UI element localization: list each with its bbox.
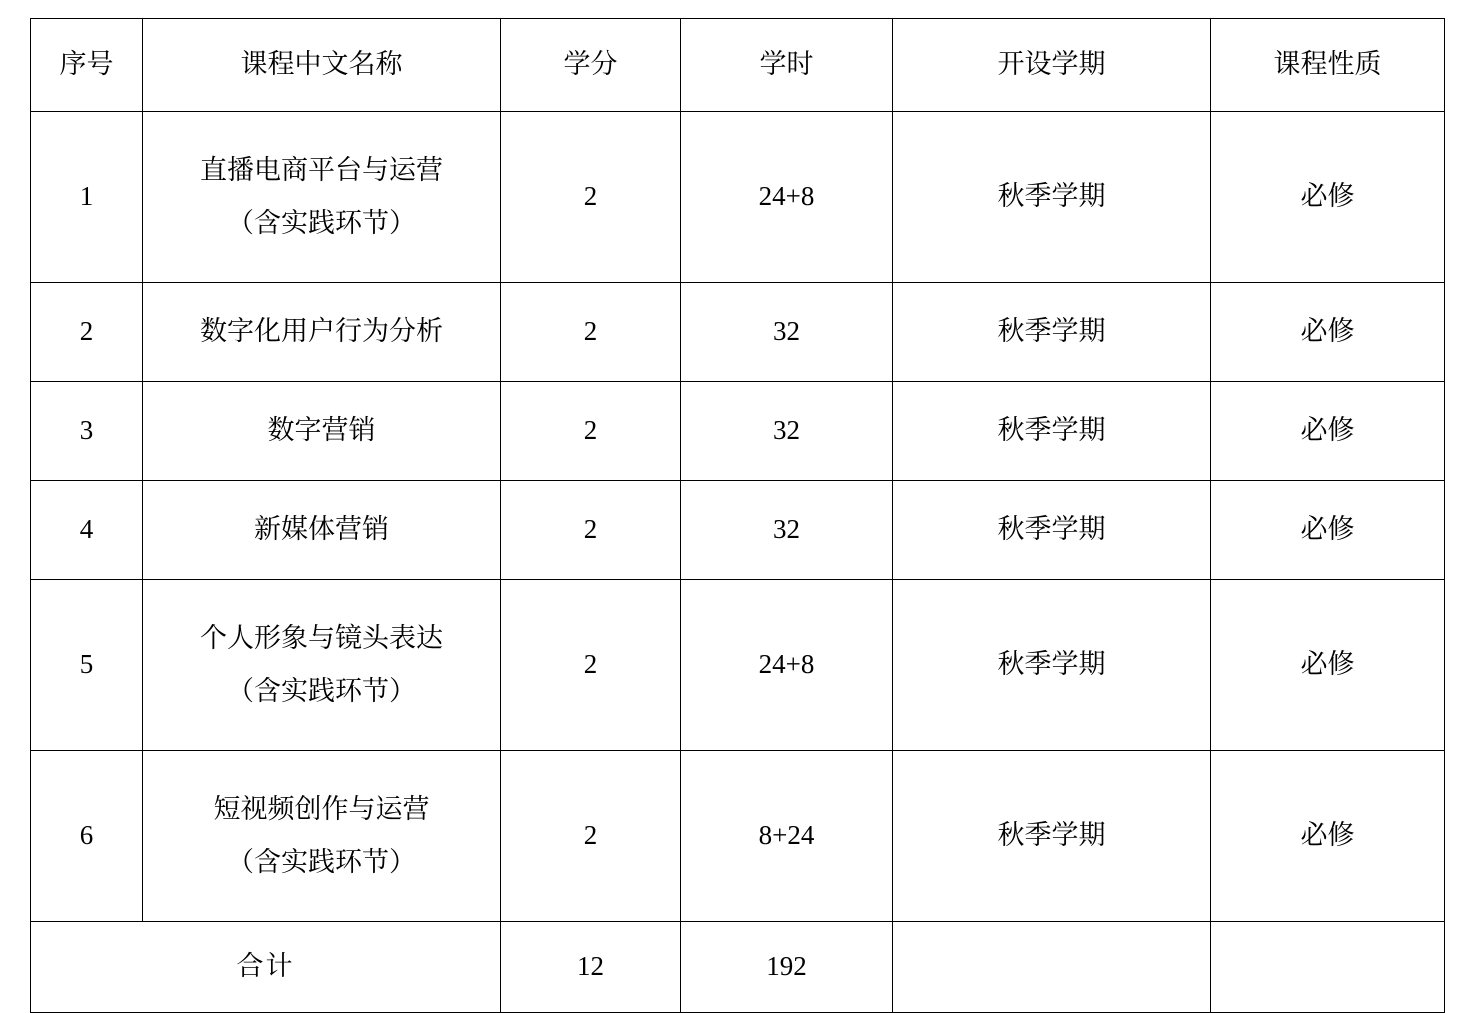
table-row	[31, 751, 1445, 922]
cell-index: 5	[31, 580, 143, 751]
cell-type: 必修	[1211, 283, 1445, 382]
table-row	[31, 112, 1445, 283]
cell-index: 3	[31, 382, 143, 481]
cell-index: 4	[31, 481, 143, 580]
course-name-line1: 数字营销	[267, 415, 376, 446]
total-hours: 192	[681, 922, 893, 1013]
cell-term: 秋季学期	[893, 481, 1211, 580]
cell-hours: 32	[681, 283, 893, 382]
column-header-index: 序号	[31, 19, 143, 112]
cell-credit: 2	[501, 382, 681, 481]
cell-course-name	[143, 382, 501, 481]
cell-hours: 8+24	[681, 751, 893, 922]
total-term-empty	[893, 922, 1211, 1013]
total-type-empty	[1211, 922, 1445, 1013]
course-name-line1: 短视频创作与运营	[213, 793, 430, 824]
cell-course-name	[143, 751, 501, 922]
cell-type: 必修	[1211, 112, 1445, 283]
column-header-hours: 学时	[681, 19, 893, 112]
cell-hours: 32	[681, 481, 893, 580]
course-name-line1: 个人形象与镜头表达	[200, 622, 443, 653]
table-header-row	[31, 19, 1445, 112]
column-header-term: 开设学期	[893, 19, 1211, 112]
cell-type: 必修	[1211, 382, 1445, 481]
cell-term: 秋季学期	[893, 580, 1211, 751]
cell-course-name	[143, 283, 501, 382]
table-row	[31, 382, 1445, 481]
cell-type: 必修	[1211, 580, 1445, 751]
cell-index: 1	[31, 112, 143, 283]
cell-course-name	[143, 112, 501, 283]
cell-hours: 24+8	[681, 580, 893, 751]
cell-hours: 24+8	[681, 112, 893, 283]
cell-type: 必修	[1211, 751, 1445, 922]
table-total-row	[31, 922, 1445, 1013]
cell-term: 秋季学期	[893, 112, 1211, 283]
cell-index: 6	[31, 751, 143, 922]
total-credit: 12	[501, 922, 681, 1013]
cell-term: 秋季学期	[893, 382, 1211, 481]
course-name-line2: （含实践环节）	[227, 847, 416, 877]
course-name-line1: 新媒体营销	[254, 514, 389, 545]
total-label: 合计	[31, 922, 501, 1013]
cell-credit: 2	[501, 481, 681, 580]
cell-term: 秋季学期	[893, 283, 1211, 382]
table-row	[31, 481, 1445, 580]
cell-term: 秋季学期	[893, 751, 1211, 922]
cell-hours: 32	[681, 382, 893, 481]
cell-index: 2	[31, 283, 143, 382]
course-name-line1: 直播电商平台与运营	[200, 154, 443, 185]
table-row	[31, 580, 1445, 751]
course-name-line1: 数字化用户行为分析	[200, 316, 443, 347]
cell-credit: 2	[501, 283, 681, 382]
cell-course-name	[143, 580, 501, 751]
column-header-credit: 学分	[501, 19, 681, 112]
column-header-type: 课程性质	[1211, 19, 1445, 112]
course-name-line2: （含实践环节）	[227, 676, 416, 706]
cell-credit: 2	[501, 112, 681, 283]
cell-credit: 2	[501, 751, 681, 922]
cell-type: 必修	[1211, 481, 1445, 580]
table-row	[31, 283, 1445, 382]
course-name-line2: （含实践环节）	[227, 208, 416, 238]
column-header-course-name: 课程中文名称	[143, 19, 501, 112]
course-table	[30, 18, 1445, 1013]
cell-credit: 2	[501, 580, 681, 751]
cell-course-name	[143, 481, 501, 580]
